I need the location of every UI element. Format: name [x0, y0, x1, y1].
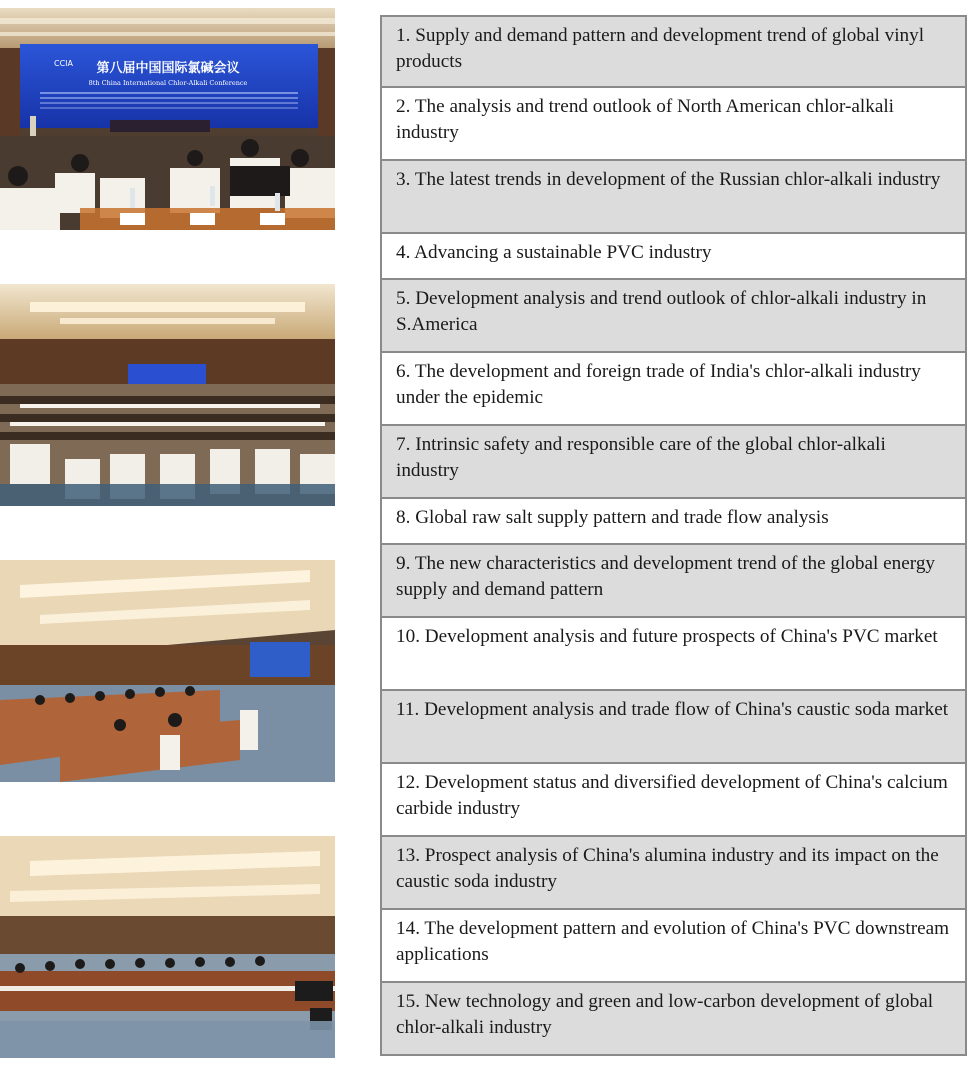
- topic-row-2: 2. The analysis and trend outlook of North American chlor-alkali industry: [382, 88, 965, 161]
- topic-row-9: 9. The new characteristics and development trend of the global energy supply and demand pattern: [382, 545, 965, 618]
- side-stage-screen: [250, 642, 310, 677]
- conference-photo-side-view: [0, 560, 335, 782]
- topic-row-7: 7. Intrinsic safety and responsible care of the global chlor-alkali industry: [382, 426, 965, 499]
- topic-row-6: 6. The development and foreign trade of India's chlor-alkali industry under the epidemic: [382, 353, 965, 426]
- ccia-logo: CCIA: [54, 59, 74, 68]
- topic-row-10: 10. Development analysis and future prospects of China's PVC market: [382, 618, 965, 691]
- topic-row-11: 11. Development analysis and trade flow of China's caustic soda market: [382, 691, 965, 764]
- topic-row-14: 14. The development pattern and evolution of China's PVC downstream applications: [382, 910, 965, 983]
- topic-row-15: 15. New technology and green and low-carbon development of global chlor-alkali industry: [382, 983, 965, 1056]
- topic-row-13: 13. Prospect analysis of China's alumina industry and its impact on the caustic soda industry: [382, 837, 965, 910]
- topic-row-3: 3. The latest trends in development of the Russian chlor-alkali industry: [382, 161, 965, 234]
- topic-row-1: 1. Supply and demand pattern and development trend of global vinyl products: [382, 15, 965, 88]
- topic-row-5: 5. Development analysis and trend outlook of chlor-alkali industry in S.America: [382, 280, 965, 353]
- stage-photo-graphic: [0, 8, 335, 230]
- banner-title-cn: 第八届中国国际氯碱会议: [96, 61, 240, 76]
- topic-row-12: 12. Development status and diversified development of China's calcium carbide industry: [382, 764, 965, 837]
- banner-title-en: 8th China International Chlor-Alkali Conference: [88, 79, 248, 87]
- conference-photo-stage: [0, 8, 335, 230]
- topic-row-4: 4. Advancing a sustainable PVC industry: [382, 234, 965, 280]
- topic-row-8: 8. Global raw salt supply pattern and trade flow analysis: [382, 499, 965, 545]
- hall-photo-graphic: [0, 284, 335, 506]
- topics-table: [380, 15, 967, 1056]
- conference-photo-hall-wide: [0, 284, 335, 506]
- audience-photo-graphic: [0, 836, 335, 1058]
- conference-photo-audience: [0, 836, 335, 1058]
- side-view-photo-graphic: [0, 560, 335, 782]
